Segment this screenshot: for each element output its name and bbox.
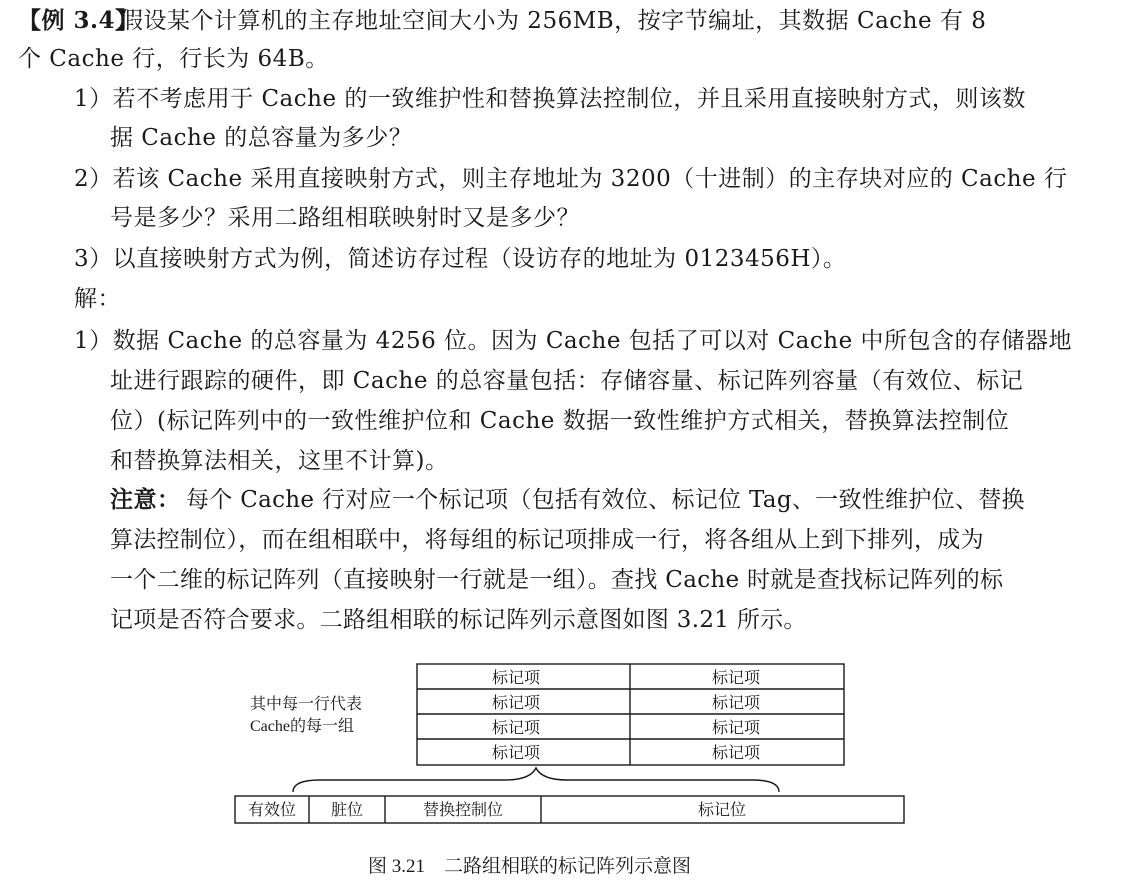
note-line-3: 一个二维的标记阵列（直接映射一行就是一组）。查找 Cache 时就是查找标记阵列的标 (110, 567, 1004, 593)
field-replacement-control-bits: 替换控制位 (422, 802, 504, 819)
example-intro-line-2: 个 Cache 行，行长为 64B。 (18, 46, 329, 72)
note-line-4: 记项是否符合要求。二路组相联的标记阵列示意图如图 3.21 所示。 (110, 607, 807, 633)
tag-entry-r2-c2: 标记项 (711, 695, 761, 712)
field-valid-bit: 有效位 (247, 802, 297, 819)
curly-brace (293, 768, 779, 792)
note-label: 注意： (110, 486, 181, 513)
field-dirty-bit: 脏位 (330, 802, 364, 819)
tag-entry-r1-c1: 标记项 (491, 670, 541, 687)
note-line-2: 算法控制位），而在组相联中，将每组的标记项排成一行，将各组从上到下排列，成为 (110, 527, 984, 553)
question-1-line-1: 1）若不考虑用于 Cache 的一致维护性和替换算法控制位，并且采用直接映射方式，则该数 (74, 86, 1026, 112)
example-intro-line-1: 假设某个计算机的主存地址空间大小为 256MB，按字节编址，其数据 Cache 有 8 (120, 8, 987, 34)
question-2-line-1: 2）若该 Cache 采用直接映射方式，则主存地址为 3200（十进制）的主存块对应的 Cache 行 (74, 166, 1068, 192)
tag-entry-r2-c1: 标记项 (491, 695, 541, 712)
side-label-line-2: Cache的每一组 (250, 718, 354, 735)
tag-array-table (417, 664, 844, 765)
side-label-line-1: 其中每一行代表 (250, 696, 363, 713)
answer-line-2: 址进行跟踪的硬件，即 Cache 的总容量包括：存储容量、标记阵列容量（有效位、标记 (110, 368, 1024, 394)
question-2-line-2: 号是多少？采用二路组相联映射时又是多少？ (110, 205, 580, 231)
tag-entry-r4-c1: 标记项 (491, 745, 541, 762)
figure-caption: 图 3.21 二路组相联的标记阵列示意图 (368, 856, 692, 877)
solution-label: 解： (74, 286, 121, 312)
tag-entry-r3-c2: 标记项 (711, 720, 761, 737)
answer-line-4: 和替换算法相关，这里不计算)。 (110, 448, 449, 474)
tag-entry-r4-c2: 标记项 (711, 745, 761, 762)
question-1-line-2: 据 Cache 的总容量为多少？ (110, 125, 413, 151)
question-3-line-1: 3）以直接映射方式为例，简述访存过程（设访存的地址为 0123456H）。 (74, 246, 847, 272)
example-heading: 【例 3.4】 (18, 7, 139, 34)
tag-entry-r3-c1: 标记项 (491, 720, 541, 737)
answer-line-3: 位）(标记阵列中的一致性维护位和 Cache 数据一致性维护方式相关，替换算法控制位 (110, 408, 1010, 434)
note-line-1: 每个 Cache 行对应一个标记项（包括有效位、标记位 Tag、一致性维护位、替换 (186, 487, 1025, 513)
tag-entry-r1-c2: 标记项 (711, 670, 761, 687)
answer-line-1: 1）数据 Cache 的总容量为 4256 位。因为 Cache 包括了可以对 Cache 中所包含的存储器地 (74, 328, 1073, 354)
field-tag-bits: 标记位 (697, 802, 747, 819)
